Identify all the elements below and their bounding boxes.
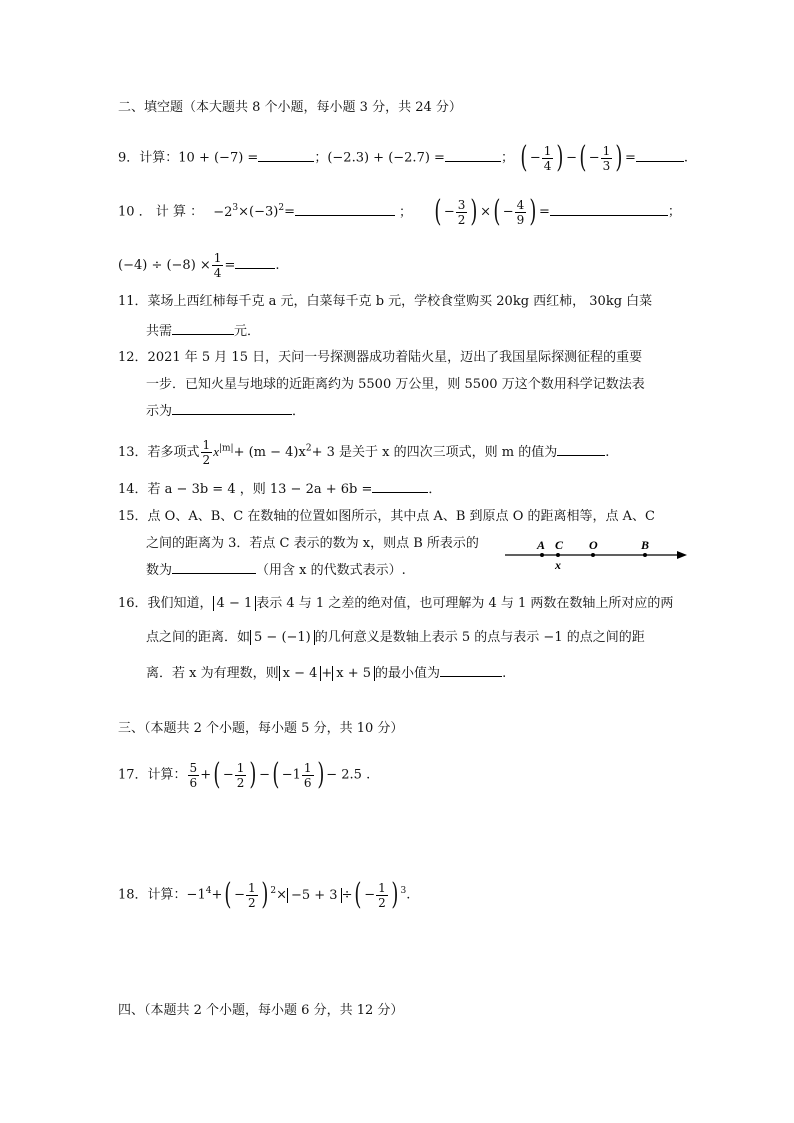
q18-fraction-1: $\frac{1}{2}$ <box>247 880 256 910</box>
q10-minus: − <box>502 204 514 220</box>
q10-fraction-2: $\frac{4}{9}$ <box>516 197 525 227</box>
q15-line-3: 数为 （用含 x 的代数式表示）. <box>146 563 406 578</box>
q9-number: 9．计算： <box>118 150 179 166</box>
label-c: C <box>555 538 564 552</box>
q17-fraction-3: $\frac{1}{6}$ <box>303 760 312 790</box>
question-9: 9．计算：10 + (−7) = ；(−2.3) + (−2.7) = ； ( − $\frac{1}{4}$ ) −( − $\frac{1}{3}$ ) = . <box>118 140 689 175</box>
point-a <box>540 553 544 557</box>
arrow-icon <box>677 551 687 559</box>
q11-line-1: 11．菜场上西红柿每千克 a 元，白菜每千克 b 元，学校食堂购买 20kg 西红柿， 30kg 白菜 <box>118 294 653 309</box>
point-b <box>643 553 647 557</box>
q10-equals: = <box>539 204 550 220</box>
question-13: 13．若多项式 $\frac{1}{2}$ $x^{|m|}+ (m - 4)x^2+ 3$ 是关于 x 的四次三项式，则 m 的值为 . <box>118 438 610 467</box>
label-o: O <box>589 538 598 552</box>
q14-blank[interactable] <box>372 480 428 493</box>
question-18: 18．计算：$-1^4+$( − $\frac{1}{2}$ ) $^2$× −5 + 3 ÷( − $\frac{1}{2}$ ) $^3$. <box>118 877 411 912</box>
q9-minus: − <box>566 150 577 166</box>
q9-blank-c[interactable] <box>636 149 684 162</box>
q10-part-a: −2 <box>213 204 233 220</box>
q12-line-1: 12．2021 年 5 月 15 日，天问一号探测器成功着陆火星，迈出了我国星际探测征程的重要 <box>118 350 643 365</box>
q16-abs-1: 4 − 1 <box>213 596 257 611</box>
q9-blank-a[interactable] <box>258 149 314 162</box>
q17-fraction-1: $\frac{5}{6}$ <box>189 760 198 790</box>
question-10: 10 ． 计 算 ： $-2^3\times(-3)^2=$ ； ( − $\frac{3}{2}$ ) ×( − $\frac{4}{9}$ ) = ； <box>118 194 681 229</box>
q16-blank[interactable] <box>440 664 502 677</box>
q10-blank-c[interactable] <box>235 256 275 269</box>
point-o <box>591 553 595 557</box>
section-4-title: 四、（本题共 2 个小题，每小题 6 分，共 12 分） <box>118 1003 404 1018</box>
q16-line-3: 离．若 x 为有理数，则 x − 4 + x + 5 的最小值为 . <box>146 666 507 681</box>
q16-line-1: 16．我们知道， 4 − 1 表示 4 与 1 之差的绝对值，也可理解为 4 与 1 两数在数轴上所对应的两 <box>118 596 674 611</box>
q9-minus: − <box>529 150 541 166</box>
point-c <box>556 553 560 557</box>
question-10-part-c: (−4) ÷ (−8) × $\frac{1}{4}$ = . <box>118 251 280 280</box>
question-17: 17．计算： $\frac{5}{6}$ +( − $\frac{1}{2}$ ) −( −1 $\frac{1}{6}$ ) − 2.5 . <box>118 757 371 792</box>
q9-fraction-2: $\frac{1}{3}$ <box>602 143 611 173</box>
q18-abs: −5 + 3 <box>287 888 342 903</box>
q9-separator: ； <box>500 150 514 166</box>
q10-separator: ； <box>667 204 681 220</box>
q9-part-a: 10 + (−7) = <box>178 150 259 166</box>
q10-blank-b[interactable] <box>550 203 668 216</box>
q10-number: 10 ． 计 算 ： <box>118 204 204 220</box>
q13-fraction: $\frac{1}{2}$ <box>202 438 211 467</box>
q9-separator: ； <box>314 150 328 166</box>
q15-blank[interactable] <box>172 561 256 574</box>
q10-fraction-3: $\frac{1}{4}$ <box>213 251 222 280</box>
q10-times: × <box>480 204 492 220</box>
section-2-title: 二、填空题（本大题共 8 个小题，每小题 3 分，共 24 分） <box>118 100 462 115</box>
paren: ( <box>520 140 528 175</box>
q15-line-2: 之间的距离为 3．若点 C 表示的数为 x，则点 B 所表示的 <box>146 536 479 551</box>
q16-abs-4: x + 5 <box>332 666 375 681</box>
q10-part-a-mid: ×(−3) <box>238 204 279 220</box>
q10-blank-a[interactable] <box>295 203 395 216</box>
q9-blank-b[interactable] <box>445 149 501 162</box>
q9-fraction-1: $\frac{1}{4}$ <box>543 143 552 173</box>
label-a: A <box>537 538 546 552</box>
q11-line-2: 共需 元． <box>146 324 261 339</box>
paren: ) <box>615 140 623 175</box>
q9-minus: − <box>588 150 600 166</box>
q10-separator: ； <box>398 204 412 220</box>
q12-line-3: 示为 ． <box>146 404 306 419</box>
number-line-diagram <box>505 535 690 575</box>
q12-line-2: 一步．已知火星与地球的近距离约为 5500 万公里，则 5500 万这个数用科学记数法表 <box>146 377 645 392</box>
q10-fraction-1: $\frac{3}{2}$ <box>457 197 466 227</box>
q16-line-2: 点之间的距离．如 5 − (−1) 的几何意义是数轴上表示 5 的点与表示 −1 的点之间的距 <box>146 630 645 645</box>
q9-part-b: (−2.3) + (−2.7) = <box>327 150 445 166</box>
q9-equals: = <box>624 150 636 166</box>
q11-blank[interactable] <box>172 322 234 335</box>
paren: ( <box>579 140 587 175</box>
label-x: x <box>555 558 561 572</box>
q12-blank[interactable] <box>172 402 292 415</box>
q10-part-c: (−4) ÷ (−8) × <box>118 258 211 273</box>
q18-fraction-2: $\frac{1}{2}$ <box>378 880 386 910</box>
paren: ) <box>556 140 564 175</box>
q15-line-1: 15．点 O、A、B、C 在数轴的位置如图所示，其中点 A、B 到原点 O 的距离相等，点 A、C <box>118 509 655 524</box>
q10-minus: − <box>443 204 455 220</box>
section-3-title: 三、（本题共 2 个小题，每小题 5 分，共 10 分） <box>118 721 404 736</box>
question-14: 14．若 a − 3b = 4 ，则 13 − 2a + 6b = ． <box>118 482 442 497</box>
q16-abs-2: 5 − (−1) <box>250 630 315 645</box>
q17-fraction-2: $\frac{1}{2}$ <box>236 760 245 790</box>
q16-abs-3: x − 4 <box>279 666 322 681</box>
q10-equals: = <box>284 204 295 220</box>
q10-equals: = <box>224 258 236 273</box>
label-b: B <box>641 538 650 552</box>
q13-blank[interactable] <box>557 443 605 456</box>
